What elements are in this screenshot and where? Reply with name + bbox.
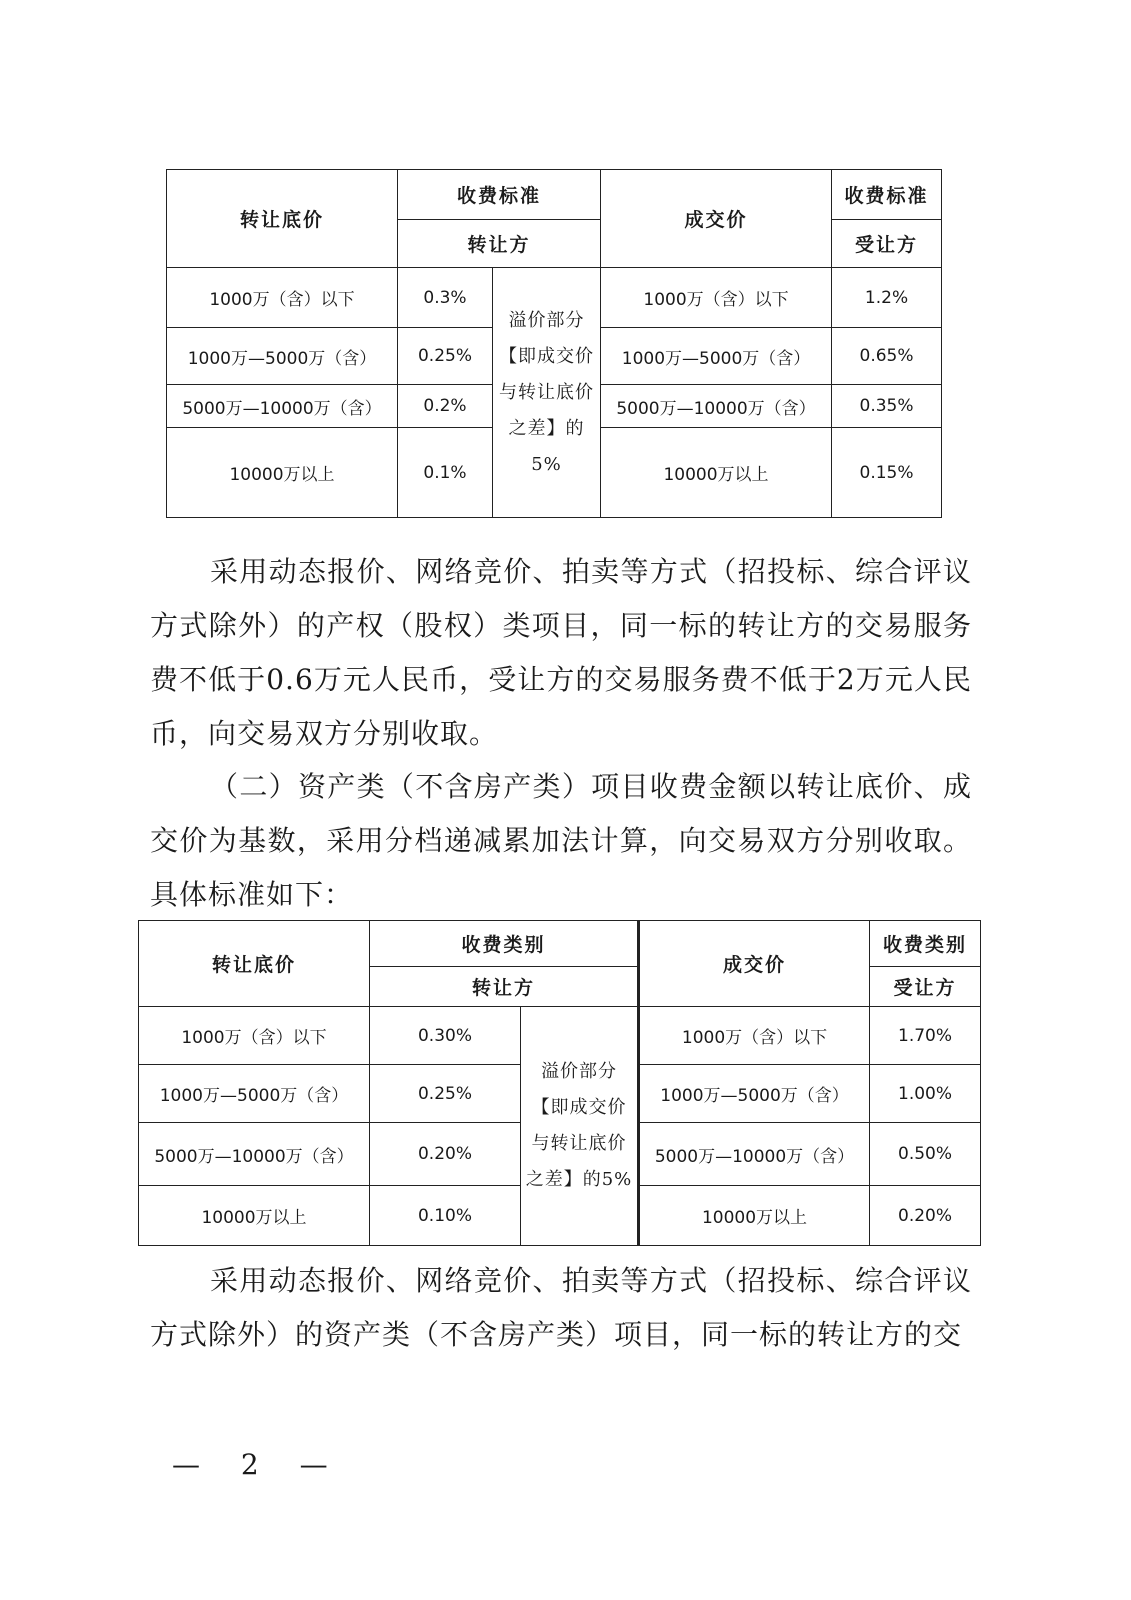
base-range-cell: 1000万（含）以下 xyxy=(167,268,398,328)
header-transferor: 转让方 xyxy=(370,967,639,1007)
base-range-cell: 10000万以上 xyxy=(139,1186,370,1246)
transferee-rate-cell: 0.15% xyxy=(832,428,942,518)
transferor-rate-cell: 0.3% xyxy=(398,268,493,328)
transferee-rate-cell: 0.50% xyxy=(870,1123,981,1186)
deal-range-cell: 5000万—10000万（含） xyxy=(639,1123,870,1186)
deal-range-cell: 5000万—10000万（含） xyxy=(601,385,832,428)
base-range-cell: 5000万—10000万（含） xyxy=(167,385,398,428)
paragraph-asset-fee-intro: （二）资产类（不含房产类）项目收费金额以转让底价、成交价为基数，采用分档递减累加法计算，向交易双方分别收取。具体标准如下： xyxy=(150,770,972,911)
transferor-rate-cell: 0.2% xyxy=(398,385,493,428)
transferor-rate-cell: 0.25% xyxy=(398,328,493,385)
transferee-rate-cell: 1.00% xyxy=(870,1065,981,1123)
transferee-rate-cell: 0.20% xyxy=(870,1186,981,1246)
fee-table-asset xyxy=(138,920,981,1246)
transferor-rate-cell: 0.25% xyxy=(370,1065,521,1123)
header-fee-category: 收费类别 xyxy=(870,921,981,967)
header-fee-standard: 收费标准 xyxy=(398,170,601,220)
header-transferor: 转让方 xyxy=(398,220,601,268)
table-row xyxy=(167,268,942,328)
transferee-rate-cell: 1.70% xyxy=(870,1007,981,1065)
header-transferee: 受让方 xyxy=(870,967,981,1007)
header-fee-standard: 收费标准 xyxy=(832,170,942,220)
deal-range-cell: 1000万—5000万（含） xyxy=(639,1065,870,1123)
paragraph-equity-minimum-fee: 采用动态报价、网络竞价、拍卖等方式（招投标、综合评议方式除外）的产权（股权）类项目，同一标的转让方的交易服务费不低于0.6万元人民币，受让方的交易服务费不低于2万元人民币，向交易双方分别收取。 xyxy=(150,555,972,750)
deal-range-cell: 10000万以上 xyxy=(601,428,832,518)
premium-note-cell: 溢价部分【即成交价与转让底价之差】的5% xyxy=(521,1007,639,1246)
paragraph-asset-minimum-fee: 采用动态报价、网络竞价、拍卖等方式（招投标、综合评议方式除外）的资产类（不含房产类）项目，同一标的转让方的交 xyxy=(150,1264,972,1351)
header-deal-price: 成交价 xyxy=(639,921,870,1007)
header-base-price: 转让底价 xyxy=(167,170,398,268)
deal-range-cell: 1000万（含）以下 xyxy=(601,268,832,328)
base-range-cell: 5000万—10000万（含） xyxy=(139,1123,370,1186)
header-transferee: 受让方 xyxy=(832,220,942,268)
header-deal-price: 成交价 xyxy=(601,170,832,268)
header-fee-category: 收费类别 xyxy=(370,921,639,967)
page-number: — 2 — xyxy=(172,1448,344,1481)
deal-range-cell: 1000万（含）以下 xyxy=(639,1007,870,1065)
transferor-rate-cell: 0.1% xyxy=(398,428,493,518)
transferor-rate-cell: 0.30% xyxy=(370,1007,521,1065)
transferee-rate-cell: 1.2% xyxy=(832,268,942,328)
fee-table-equity xyxy=(166,169,942,518)
transferee-rate-cell: 0.65% xyxy=(832,328,942,385)
base-range-cell: 10000万以上 xyxy=(167,428,398,518)
table-row xyxy=(139,1007,981,1065)
base-range-cell: 1000万—5000万（含） xyxy=(139,1065,370,1123)
header-base-price: 转让底价 xyxy=(139,921,370,1007)
base-range-cell: 1000万（含）以下 xyxy=(139,1007,370,1065)
deal-range-cell: 10000万以上 xyxy=(639,1186,870,1246)
transferor-rate-cell: 0.10% xyxy=(370,1186,521,1246)
transferor-rate-cell: 0.20% xyxy=(370,1123,521,1186)
transferee-rate-cell: 0.35% xyxy=(832,385,942,428)
premium-note-cell: 溢价部分【即成交价与转让底价之差】的5% xyxy=(493,268,601,518)
deal-range-cell: 1000万—5000万（含） xyxy=(601,328,832,385)
base-range-cell: 1000万—5000万（含） xyxy=(167,328,398,385)
